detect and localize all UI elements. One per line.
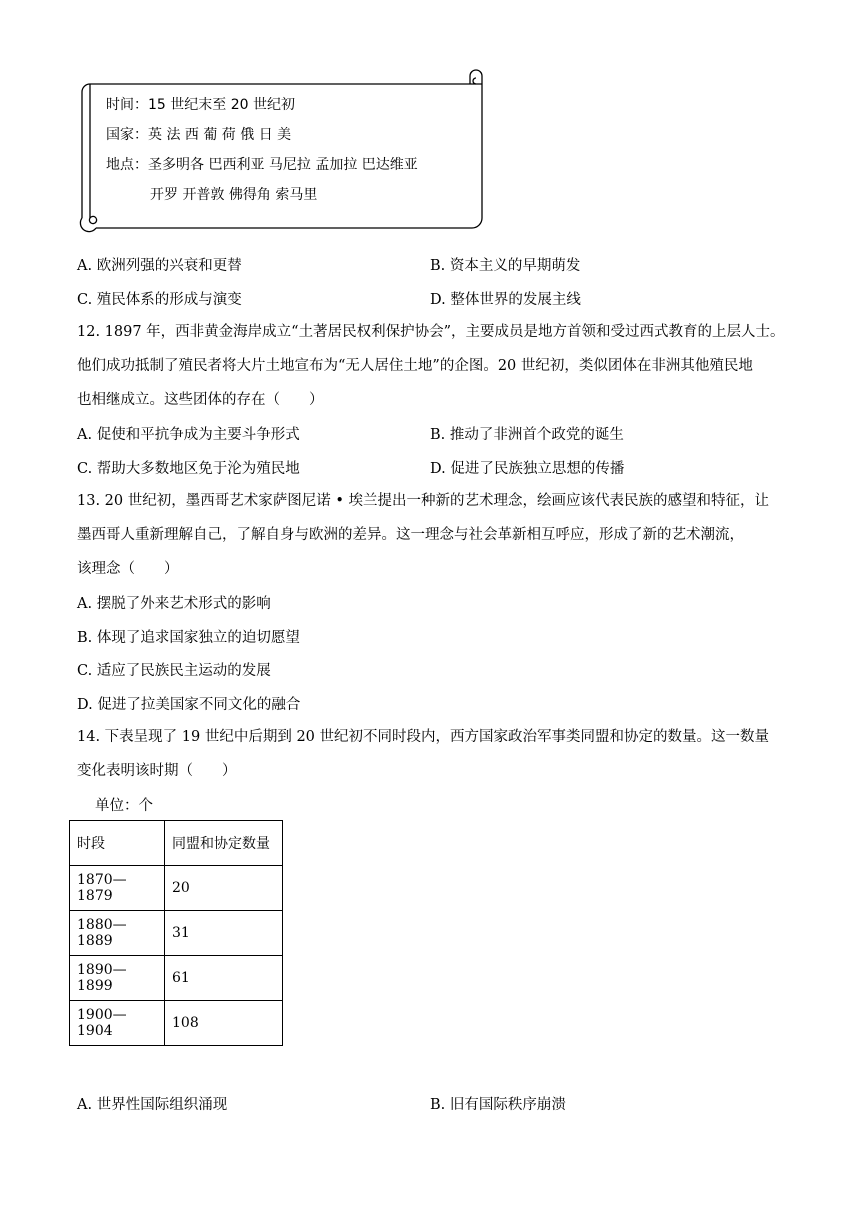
table-row	[70, 866, 283, 911]
q14-stem	[77, 720, 789, 788]
alliance-count-table	[69, 820, 283, 1046]
table-cell-count: 20	[165, 866, 283, 911]
scroll-time-line: 时间：15 世纪末至 20 世纪初	[106, 97, 295, 113]
q12-stem-line: 也相继成立。这些团体的存在（ ）	[77, 392, 324, 408]
table-cell-count: 61	[165, 956, 283, 1001]
q12-stem-line: 12. 1897 年，西非黄金海岸成立“土著居民权利保护协会”，主要成员是地方首领和受过西式教育的上层人士。	[77, 324, 785, 340]
q12-option-b: B. 推动了非洲首个政党的诞生	[430, 427, 624, 443]
table-row	[70, 911, 283, 956]
q11-option-a: A. 欧洲列强的兴衰和更替	[77, 258, 242, 274]
table-cell-period: 1870—1879	[70, 866, 165, 911]
table-header-row	[70, 821, 283, 866]
table-header-count: 同盟和协定数量	[165, 821, 283, 866]
q12-option-c: C. 帮助大多数地区免于沦为殖民地	[77, 461, 300, 477]
q13-option-c: C. 适应了民族民主运动的发展	[77, 663, 271, 679]
q14-option-b: B. 旧有国际秩序崩溃	[430, 1097, 566, 1113]
table-cell-count: 31	[165, 911, 283, 956]
q12-stem	[77, 315, 789, 417]
q13-stem-line: 该理念（ ）	[77, 561, 179, 577]
scroll-frame	[76, 68, 488, 234]
scroll-info-box	[76, 68, 488, 234]
q14-stem-line: 变化表明该时期（ ）	[77, 763, 237, 779]
q11-option-b: B. 资本主义的早期萌发	[430, 258, 581, 274]
scroll-countries-line: 国家：英 法 西 葡 荷 俄 日 美	[106, 127, 292, 143]
scroll-places-line: 地点：圣多明各 巴西利亚 马尼拉 孟加拉 巴达维亚	[106, 157, 418, 173]
q13-option-a: A. 摆脱了外来艺术形式的影响	[77, 596, 271, 612]
q12-option-a: A. 促使和平抗争成为主要斗争形式	[77, 427, 300, 443]
q11-option-d: D. 整体世界的发展主线	[430, 292, 581, 308]
table-header-period: 时段	[70, 821, 165, 866]
table-cell-period: 1890—1899	[70, 956, 165, 1001]
q13-stem	[77, 484, 789, 586]
q11-option-c: C. 殖民体系的形成与演变	[77, 292, 242, 308]
q12-stem-line: 他们成功抵制了殖民者将大片土地宣布为“无人居住土地”的企图。20 世纪初，类似团体在非洲其他殖民地	[77, 358, 753, 374]
table-cell-count: 108	[165, 1001, 283, 1046]
q13-option-b: B. 体现了追求国家独立的迫切愿望	[77, 630, 300, 646]
q14-stem-line: 14. 下表呈现了 19 世纪中后期到 20 世纪初不同时段内，西方国家政治军事类同盟和协定的数量。这一数量	[77, 729, 770, 745]
table-cell-period: 1880—1889	[70, 911, 165, 956]
table-unit-label: 单位：个	[95, 798, 153, 814]
q14-option-a: A. 世界性国际组织涌现	[77, 1097, 228, 1113]
scroll-places-line-2: 开罗 开普敦 佛得角 索马里	[150, 187, 318, 203]
q13-option-d: D. 促进了拉美国家不同文化的融合	[77, 697, 301, 713]
q13-stem-line: 13. 20 世纪初，墨西哥艺术家萨图尼诺 • 埃兰提出一种新的艺术理念，绘画应该代表民族的感望和特征，让	[77, 493, 769, 509]
table-row	[70, 1001, 283, 1046]
q13-stem-line: 墨西哥人重新理解自己，了解自身与欧洲的差异。这一理念与社会革新相互呼应，形成了新的艺术潮流，	[77, 527, 744, 543]
table-row	[70, 956, 283, 1001]
q12-option-d: D. 促进了民族独立思想的传播	[430, 461, 625, 477]
table-cell-period: 1900—1904	[70, 1001, 165, 1046]
